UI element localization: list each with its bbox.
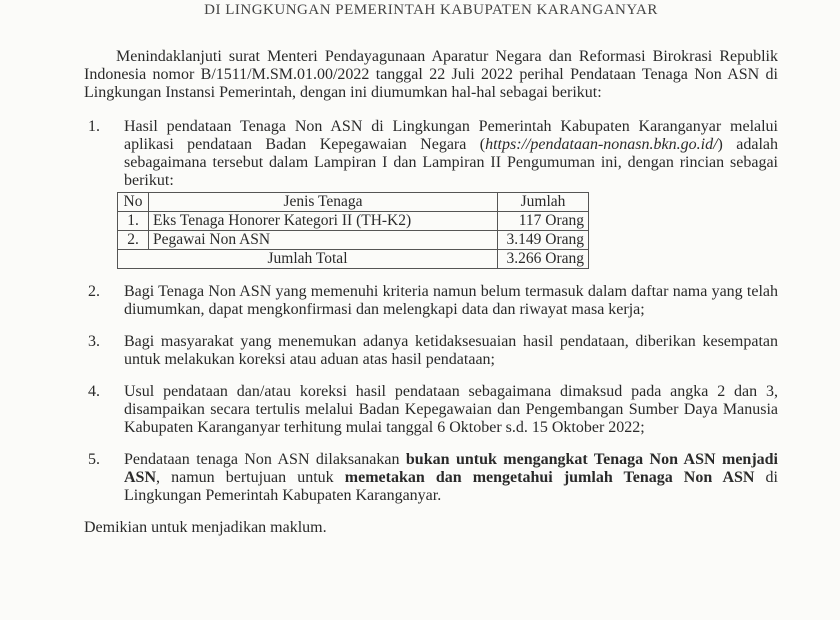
bkn-url-link[interactable]: https://pendataan-nonasn.bkn.go.id/ <box>485 136 718 153</box>
list-item-5 <box>84 451 778 505</box>
table-row <box>118 231 589 250</box>
bold-segment: bukan untuk mengangkat Tenaga Non ASN menjadi ASN <box>124 451 779 486</box>
header-jumlah: Jumlah <box>498 193 589 212</box>
total-label: Jumlah Total <box>118 250 498 269</box>
table-row <box>118 212 589 231</box>
data-table <box>117 192 589 269</box>
header-no: No <box>118 193 149 212</box>
item-number: 2. <box>88 283 100 300</box>
item-text: Usul pendataan dan/atau koreksi hasil pendataan sebagaimana dimaksud pada angka 2 dan 3, disampaikan secara tertulis melalui Badan Kepegawaian dan Pengembangan Sumber Daya Manusia Kabupaten Karanganyar terhitung mulai tanggal 6 Oktober s.d. 15 Oktober 2022; <box>124 383 778 436</box>
cell-jenis: Eks Tenaga Honorer Kategori II (TH-K2) <box>149 212 498 231</box>
text-segment: , namun bertujuan untuk <box>156 469 345 486</box>
text-segment: di Lingkungan Pemerintah Kabupaten Karanganyar. <box>124 469 778 504</box>
document-page <box>84 0 778 537</box>
cell-jumlah: 3.149 Orang <box>498 231 589 250</box>
closing-text: Demikian untuk menjadikan maklum. <box>84 519 327 536</box>
cell-jumlah: 117 Orang <box>498 212 589 231</box>
header-jenis: Jenis Tenaga <box>149 193 498 212</box>
table-header-row <box>118 193 589 212</box>
item-text: Bagi Tenaga Non ASN yang memenuhi kriteria namun belum termasuk dalam daftar nama yang telah diumumkan, dapat mengkonfirmasi dan melengkapi data dan riwayat masa kerja; <box>124 283 778 318</box>
total-value: 3.266 Orang <box>498 250 589 269</box>
list-item-1 <box>84 118 778 269</box>
item-text: Hasil pendataan Tenaga Non ASN di Lingkungan Pemerintah Kabupaten Karanganyar melalui aplikasi pendataan Badan Kepegawaian Negara ( <box>124 118 778 153</box>
item-text <box>124 451 778 505</box>
intro-paragraph: Menindaklanjuti surat Menteri Pendayagunaan Aparatur Negara dan Reformasi Birokrasi Republik Indonesia nomor B/1511/M.SM.01.00/2022 tanggal 22 Juli 2022 perihal Pendataan Tenaga Non ASN di Lingkungan Instansi Pemerintah, dengan ini diumumkan hal-hal sebagai berikut: <box>84 48 778 101</box>
item-number: 1. <box>88 118 100 135</box>
list-item-4 <box>84 383 778 437</box>
cell-no: 1. <box>118 212 149 231</box>
item-number: 3. <box>88 333 100 350</box>
cell-no: 2. <box>118 231 149 250</box>
cell-jenis: Pegawai Non ASN <box>149 231 498 250</box>
table-total-row <box>118 250 589 269</box>
item-number: 5. <box>88 451 100 468</box>
text-segment: Pendataan tenaga Non ASN dilaksanakan <box>124 451 406 468</box>
list-item-2 <box>84 283 778 319</box>
list-item-3 <box>84 333 778 369</box>
item-text: ) adalah sebagaimana tersebut dalam Lampiran I dan Lampiran II Pengumuman ini, dengan rincian sebagai berikut: <box>124 136 778 189</box>
item-number: 4. <box>88 383 100 400</box>
document-title: DI LINGKUNGAN PEMERINTAH KABUPATEN KARANGANYAR <box>204 2 658 18</box>
item-text: Bagi masyarakat yang menemukan adanya ketidaksesuaian hasil pendataan, diberikan kesempatan untuk melakukan koreksi atau aduan atas hasil pendataan; <box>124 333 778 368</box>
bold-segment: memetakan dan mengetahui jumlah Tenaga Non ASN <box>344 469 755 486</box>
